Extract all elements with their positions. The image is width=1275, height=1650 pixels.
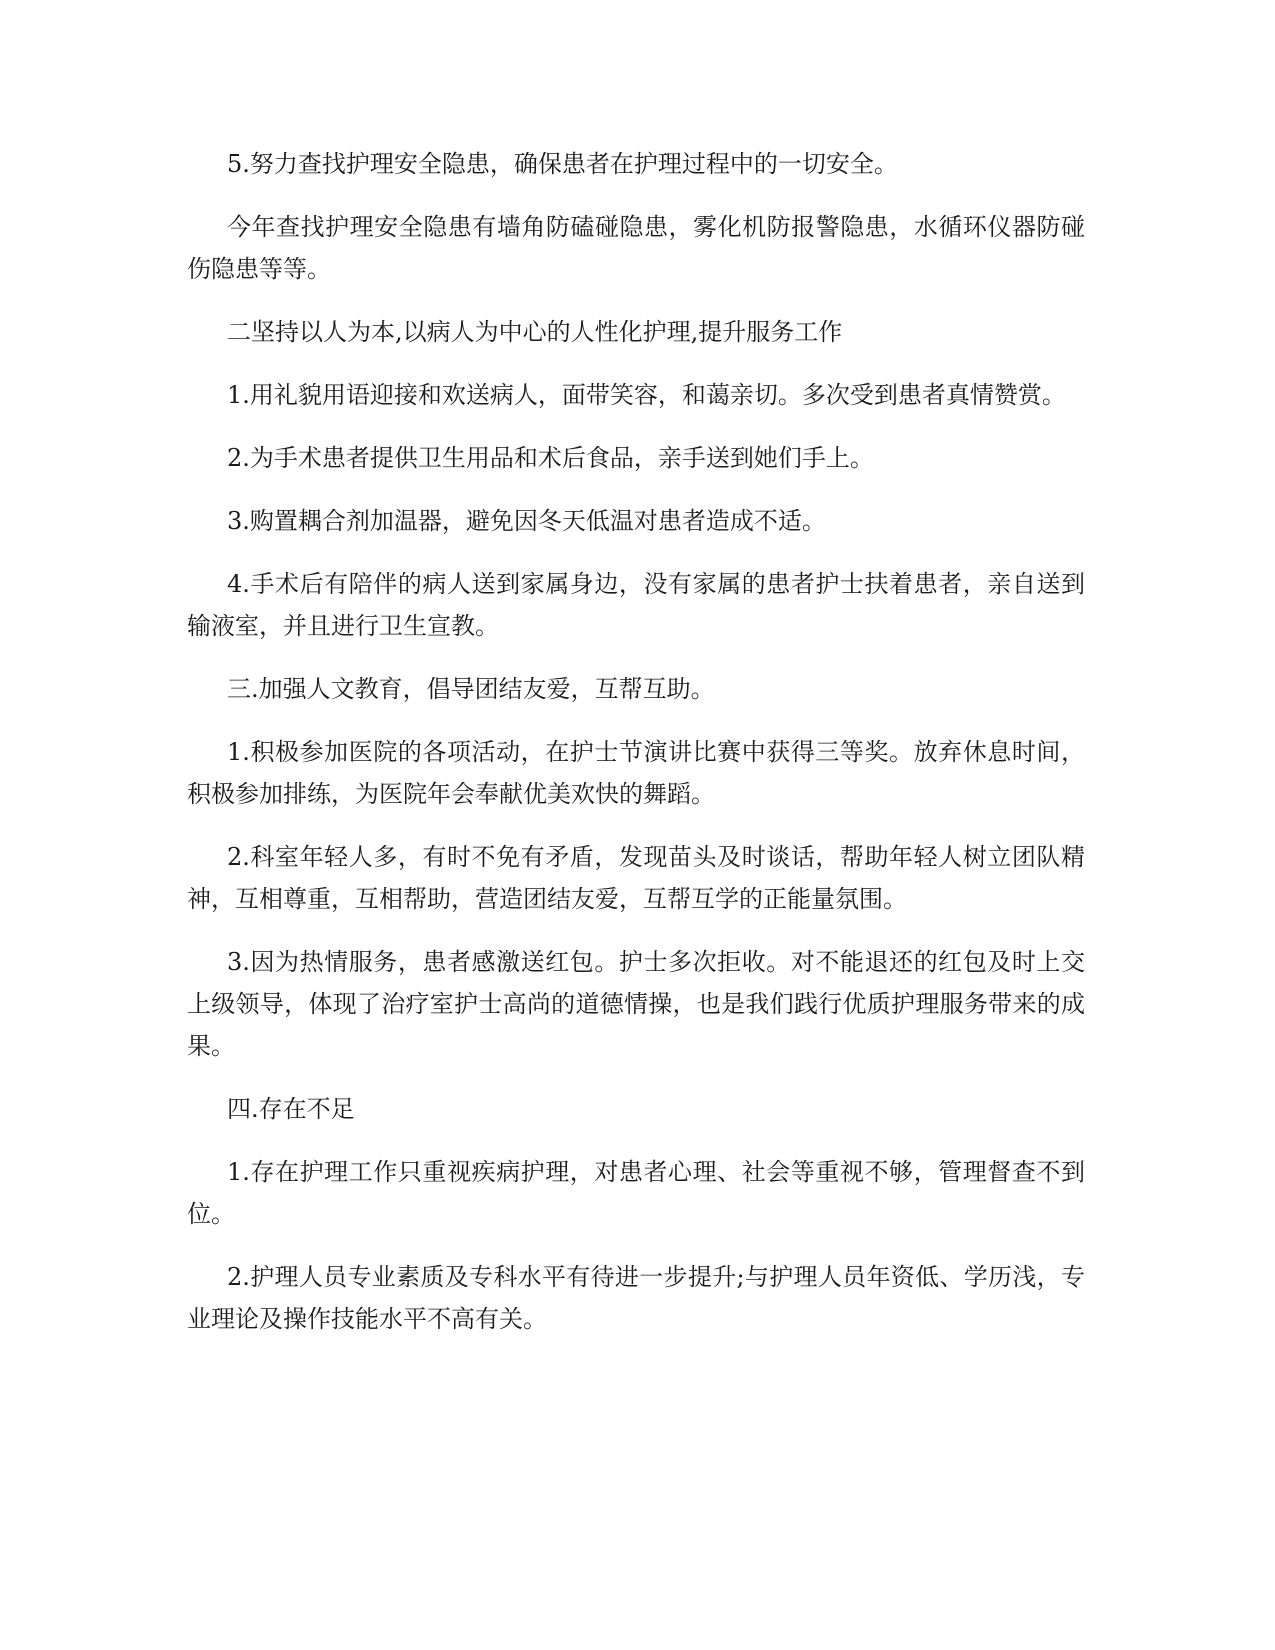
- section-heading: 四.存在不足: [227, 1095, 355, 1123]
- paragraph: 1.积极参加医院的各项活动，在护士节演讲比赛中获得三等奖。放弃休息时间，积极参加排练，为医院年会奉献优美欢快的舞蹈。: [187, 738, 1085, 808]
- paragraph: 2.为手术患者提供卫生用品和术后食品，亲手送到她们手上。: [227, 444, 874, 472]
- paragraph: 今年查找护理安全隐患有墙角防磕碰隐患，雾化机防报警隐患，水循环仪器防碰伤隐患等等。: [187, 213, 1085, 283]
- paragraph: 4.手术后有陪伴的病人送到家属身边，没有家属的患者护士扶着患者，亲自送到输液室，并且进行卫生宣教。: [187, 570, 1085, 640]
- section-heading: 三.加强人文教育，倡导团结友爱，互帮互助。: [227, 675, 715, 703]
- paragraph: 2.科室年轻人多，有时不免有矛盾，发现苗头及时谈话，帮助年轻人树立团队精神，互相尊重，互相帮助，营造团结友爱，互帮互学的正能量氛围。: [187, 843, 1085, 913]
- document-body: [187, 143, 1085, 1361]
- paragraph: 2.护理人员专业素质及专科水平有待进一步提升;与护理人员年资低、学历浅，专业理论及操作技能水平不高有关。: [187, 1263, 1085, 1333]
- paragraph: 3.因为热情服务，患者感激送红包。护士多次拒收。对不能退还的红包及时上交上级领导，体现了治疗室护士高尚的道德情操，也是我们践行优质护理服务带来的成果。: [187, 948, 1085, 1060]
- paragraph: 3.购置耦合剂加温器，避免因冬天低温对患者造成不适。: [227, 507, 826, 535]
- section-heading: 二坚持以人为本,以病人为中心的人性化护理,提升服务工作: [227, 318, 843, 346]
- paragraph: 5.努力查找护理安全隐患，确保患者在护理过程中的一切安全。: [227, 150, 898, 178]
- paragraph: 1.存在护理工作只重视疾病护理，对患者心理、社会等重视不够，管理督查不到位。: [187, 1158, 1085, 1228]
- paragraph: 1.用礼貌用语迎接和欢送病人，面带笑容，和蔼亲切。多次受到患者真情赞赏。: [227, 381, 1066, 409]
